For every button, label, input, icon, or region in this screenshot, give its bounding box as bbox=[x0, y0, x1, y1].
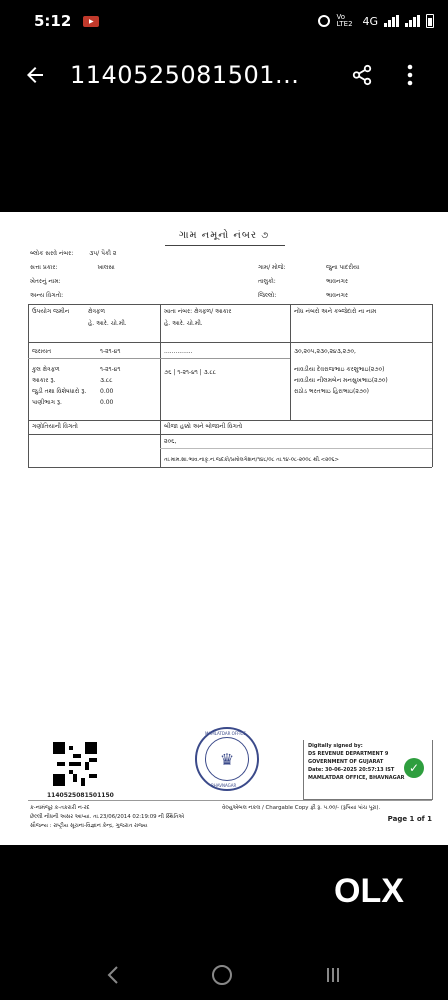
header-entries-owners: નોંધ નંબરો અને કબ્જેદારો ના નામ bbox=[294, 308, 377, 315]
olx-watermark bbox=[334, 872, 404, 911]
nav-home-icon[interactable] bbox=[211, 964, 233, 986]
tenant-details-title: ગણોતિયાની વિગતો bbox=[32, 423, 78, 430]
row-judi-value: 0.00 bbox=[100, 388, 114, 395]
form-title: ગામ નમૂનો નંબર ૭ bbox=[178, 230, 270, 241]
footer-chargeable-copy: વેલ્યુએબલ નકલ / Chargable Copy ફી રૂ. ૫.૦૦/- (રૂપિયા પાંચ પૂરા). bbox=[222, 805, 381, 811]
row-jarayat-label: જરાયત bbox=[32, 348, 52, 355]
status-bar bbox=[0, 0, 448, 42]
header-area-units: હે. આરે. ચો.મી. bbox=[88, 320, 127, 327]
field-farm-name: ખેતરનું નામ: bbox=[30, 278, 61, 285]
app-bar bbox=[0, 44, 448, 106]
table-right-rule bbox=[432, 304, 433, 467]
qr-code[interactable] bbox=[53, 742, 97, 786]
table-top-rule bbox=[28, 304, 432, 305]
header-land-use: ઉપયોગ જમીન bbox=[32, 308, 70, 315]
rights-details-title: બીજા હક્કો અને બોજાની વિગતો bbox=[164, 423, 243, 430]
row-assessment-value: ૩.૮૮ bbox=[100, 377, 113, 384]
owner-3: રાઠોડ ભરતભાઇ હિરાભાઇ(૨૭૦) bbox=[294, 388, 369, 395]
footer-courtesy: સૌજન્ય : રાષ્ટ્રીય સૂચના-વિજ્ઞાન કેન્દ્ર, ગુજરાત રાજ્ય bbox=[30, 823, 148, 829]
more-options-button[interactable] bbox=[390, 44, 430, 106]
document-page[interactable] bbox=[0, 212, 448, 845]
network-label: 4G bbox=[362, 14, 378, 28]
field-taluka: તાલુકો: ભાવનગર bbox=[258, 278, 348, 285]
notification-app-icon: ▶ bbox=[83, 16, 99, 27]
more-vert-icon bbox=[407, 64, 413, 86]
row-total-area-label: કુલ ક્ષેત્રફળ bbox=[32, 366, 60, 373]
row-assessment-label: આકાર રૂ. bbox=[32, 377, 56, 384]
signature-line-5: MAMLATDAR OFFICE, BHAVNAGAR bbox=[308, 775, 405, 781]
signature-line-1: Digitally signed by: bbox=[308, 743, 363, 749]
row-total-area-value: ૧-૨૧-૪૧ bbox=[100, 366, 121, 373]
signal-icon bbox=[384, 15, 399, 27]
rights-divider bbox=[160, 448, 432, 449]
table-col-rule-2 bbox=[290, 304, 291, 420]
share-button[interactable] bbox=[334, 44, 390, 106]
rights-entry-number: ૨૦૬, bbox=[164, 438, 177, 445]
header-area: ક્ષેત્રફળ bbox=[88, 308, 106, 315]
volte-label: Vo LTE2 bbox=[336, 13, 353, 28]
owner-1: નાવડીયા દેવરાજભાઇ કરશુભાઇ(૨૭૦) bbox=[294, 366, 385, 373]
table-bottom-rule bbox=[28, 467, 432, 468]
qr-caption: 1140525081501150 bbox=[47, 792, 114, 799]
share-icon bbox=[351, 64, 373, 86]
olx-logo-text: OLX bbox=[334, 872, 404, 910]
status-time: 5:12 bbox=[34, 12, 72, 30]
system-nav-bar bbox=[0, 950, 448, 1000]
hotspot-icon bbox=[318, 15, 330, 27]
khata-area-line: ૭૬ | ૧-૨૧-૪૧ | ૩.૮૮ bbox=[164, 369, 217, 376]
arrow-left-icon bbox=[23, 63, 47, 87]
header-khata-units: હે. આરે. ચો.મી. bbox=[164, 320, 203, 327]
table-left-rule bbox=[28, 304, 29, 467]
seal-top-text: MAMLATDAR OFFICE bbox=[205, 731, 246, 736]
field-other-details: અન્ય વિગતો: bbox=[30, 292, 64, 299]
status-icons bbox=[318, 14, 434, 28]
footer-rule bbox=[28, 800, 432, 801]
row-divider bbox=[28, 358, 290, 359]
nav-recents-icon[interactable] bbox=[323, 965, 343, 985]
field-block-survey: બ્લોક સરવે નંબર: ૩૫/ પૈકી ૨ bbox=[30, 250, 117, 257]
document-title: 1140525081501... bbox=[70, 61, 300, 89]
battery-icon bbox=[426, 14, 434, 28]
seal-bottom-text: BHAVNAGAR bbox=[211, 783, 237, 788]
row-water-label: પાણીભાગ રૂ. bbox=[32, 399, 62, 406]
emblem-icon: ♛ bbox=[205, 737, 249, 781]
page-number: Page 1 of 1 bbox=[387, 815, 432, 823]
footer-legend: ક-નામંજૂર ક-તકરારી ન-રદ bbox=[30, 805, 90, 811]
signature-line-3: GOVERNMENT OF GUJARAT bbox=[308, 759, 384, 765]
row-jarayat-value: ૧-૨૧-૪૧ bbox=[100, 348, 121, 355]
signature-line-2: DS REVENUE DEPARTMENT 9 bbox=[308, 751, 389, 757]
table-section-rule bbox=[28, 420, 432, 421]
row-jarayat-dots: ............... bbox=[164, 348, 193, 355]
title-underline bbox=[165, 245, 285, 246]
row-entry-numbers: ૩૦,૨૦૫,૨૩૦,૨૪૩,૨૭૦, bbox=[294, 348, 356, 355]
rights-detail-line: તા.મામ.શા.ભાવ.નાકૃ.ન.જદકો/પ્રમોલગેશન/૧૪૮/૦૮ તા.૧૪-૦૮-૨૦૦૮ થી.<૨૦૬> bbox=[164, 457, 340, 463]
verified-check-icon: ✓ bbox=[404, 758, 424, 778]
nav-back-icon[interactable] bbox=[105, 965, 121, 985]
table-col-rule-1 bbox=[160, 304, 161, 467]
digital-signature-box bbox=[303, 740, 433, 800]
header-khata: ખાતા નંબર: ક્ષેત્રફળ/ આકાર bbox=[164, 308, 232, 315]
signature-line-4: Date: 30-06-2025 20:57:13 IST bbox=[308, 767, 395, 773]
table-head-rule bbox=[28, 342, 432, 343]
row-judi-label: જુડી તથા વિશેષધારો રૂ. bbox=[32, 388, 87, 395]
footer-last-entry: છેલ્લી નોંધની અસર આપ્યા. તા.23/06/2014 02:19:09 ની સ્થિતિએ bbox=[30, 814, 185, 820]
signal-icon-2 bbox=[405, 15, 420, 27]
field-district: જિલ્લો: ભાવનગર bbox=[258, 292, 348, 299]
field-village: ગામ/ મોજે: જુના પાદરીયા bbox=[258, 264, 360, 271]
table-section-title-rule bbox=[28, 434, 432, 435]
field-tenure: સત્તા પ્રકાર: ખાલસા bbox=[30, 264, 115, 271]
row-water-value: 0.00 bbox=[100, 399, 114, 406]
back-button[interactable] bbox=[0, 44, 70, 106]
owner-2: નાવડીયા નીલમબેન મનસુખભાઇ(૨૭૦) bbox=[294, 377, 388, 384]
